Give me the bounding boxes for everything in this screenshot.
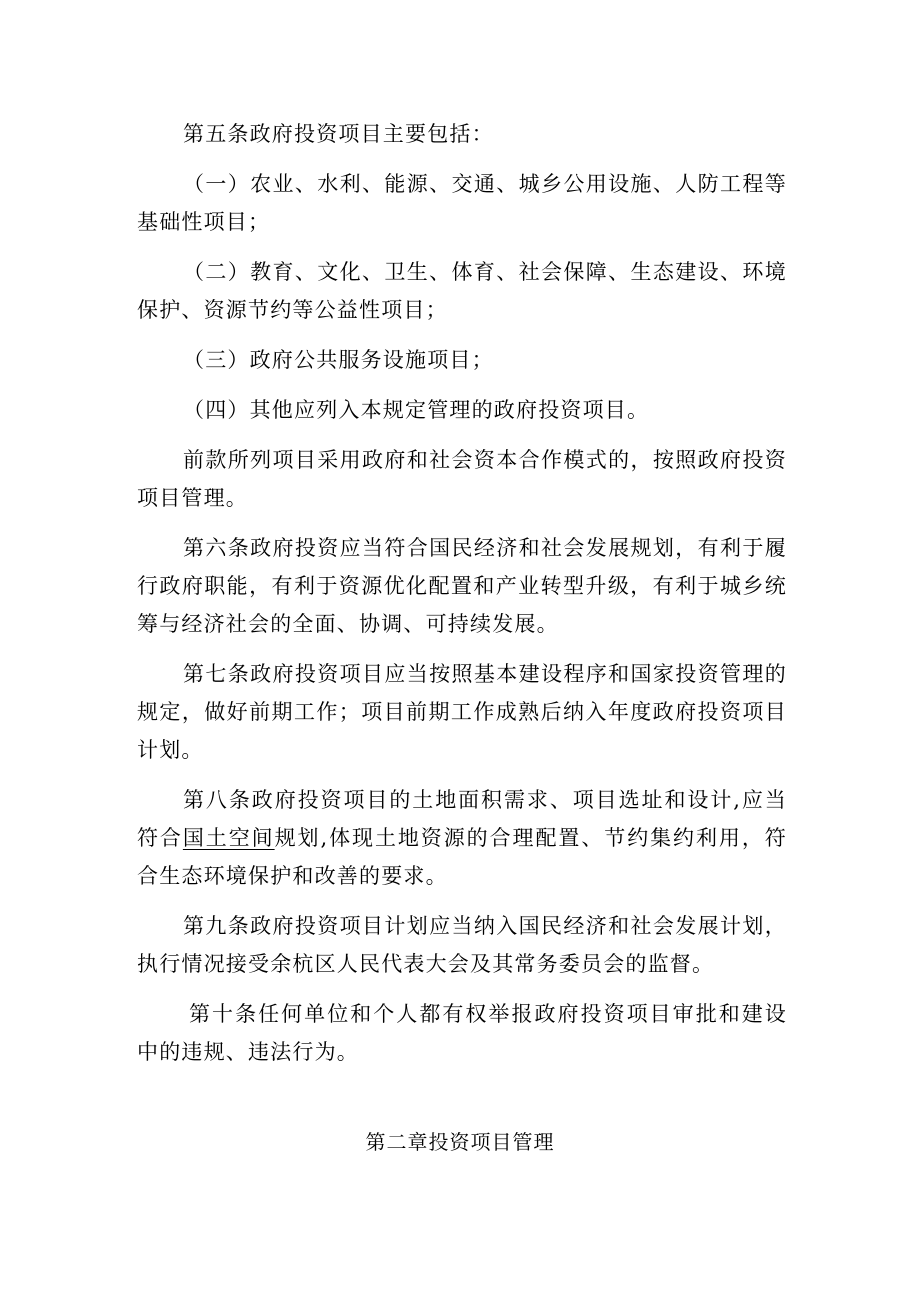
article-5-text: 政府投资项目主要包括： xyxy=(249,122,494,146)
article-5 xyxy=(137,115,787,153)
article-9-number: 第九条 xyxy=(183,914,251,938)
article-6-text: 政府投资应当符合国民经济和社会发展规划，有利于履行政府职能，有利于资源优化配置和产业转型升级，有利于城乡统筹与经济社会的全面、协调、可持续发展。 xyxy=(137,536,787,636)
article-5-item-1: （一）农业、水利、能源、交通、城乡公用设施、人防工程等基础性项目； xyxy=(137,172,787,234)
article-5-number: 第五条 xyxy=(183,122,250,146)
article-9 xyxy=(137,907,787,983)
article-8-text-after: 规划,体现土地资源的合理配置、节约集约利用，符合生态环境保护和改善的要求。 xyxy=(137,826,787,888)
chapter-heading: 第二章投资项目管理 xyxy=(365,1130,555,1154)
article-8-number: 第八条 xyxy=(183,788,252,812)
article-6 xyxy=(137,529,787,643)
article-5-item-2: （二）教育、文化、卫生、体育、社会保障、生态建设、环境保护、资源节约等公益性项目； xyxy=(137,260,787,322)
article-8 xyxy=(137,781,787,895)
article-7 xyxy=(137,655,787,769)
document-body xyxy=(137,115,787,1083)
article-9-text: 政府投资项目计划应当纳入国民经济和社会发展计划，执行情况接受余杭区人民代表大会及其常务委员会的监督。 xyxy=(137,914,787,976)
article-7-text: 政府投资项目应当按照基本建设程序和国家投资管理的规定，做好前期工作；项目前期工作成熟后纳入年度政府投资项目计划。 xyxy=(137,662,787,762)
article-10: 第十条任何单位和个人都有权举报政府投资项目审批和建设中的违规、违法行为。 xyxy=(137,1002,787,1064)
article-5-note: 前款所列项目采用政府和社会资本合作模式的，按照政府投资项目管理。 xyxy=(137,448,787,510)
article-5-item-3: （三）政府公共服务设施项目； xyxy=(183,348,494,372)
article-6-number: 第六条 xyxy=(183,536,251,560)
article-5-item-4: （四）其他应列入本规定管理的政府投资项目。 xyxy=(183,398,650,422)
article-7-number: 第七条 xyxy=(183,662,251,686)
article-8-text-before: 政府投资项目的土地面积需求、项目选址和设计,应当符合 xyxy=(137,788,787,850)
article-8-underlined-term: 国土空间 xyxy=(182,826,275,850)
